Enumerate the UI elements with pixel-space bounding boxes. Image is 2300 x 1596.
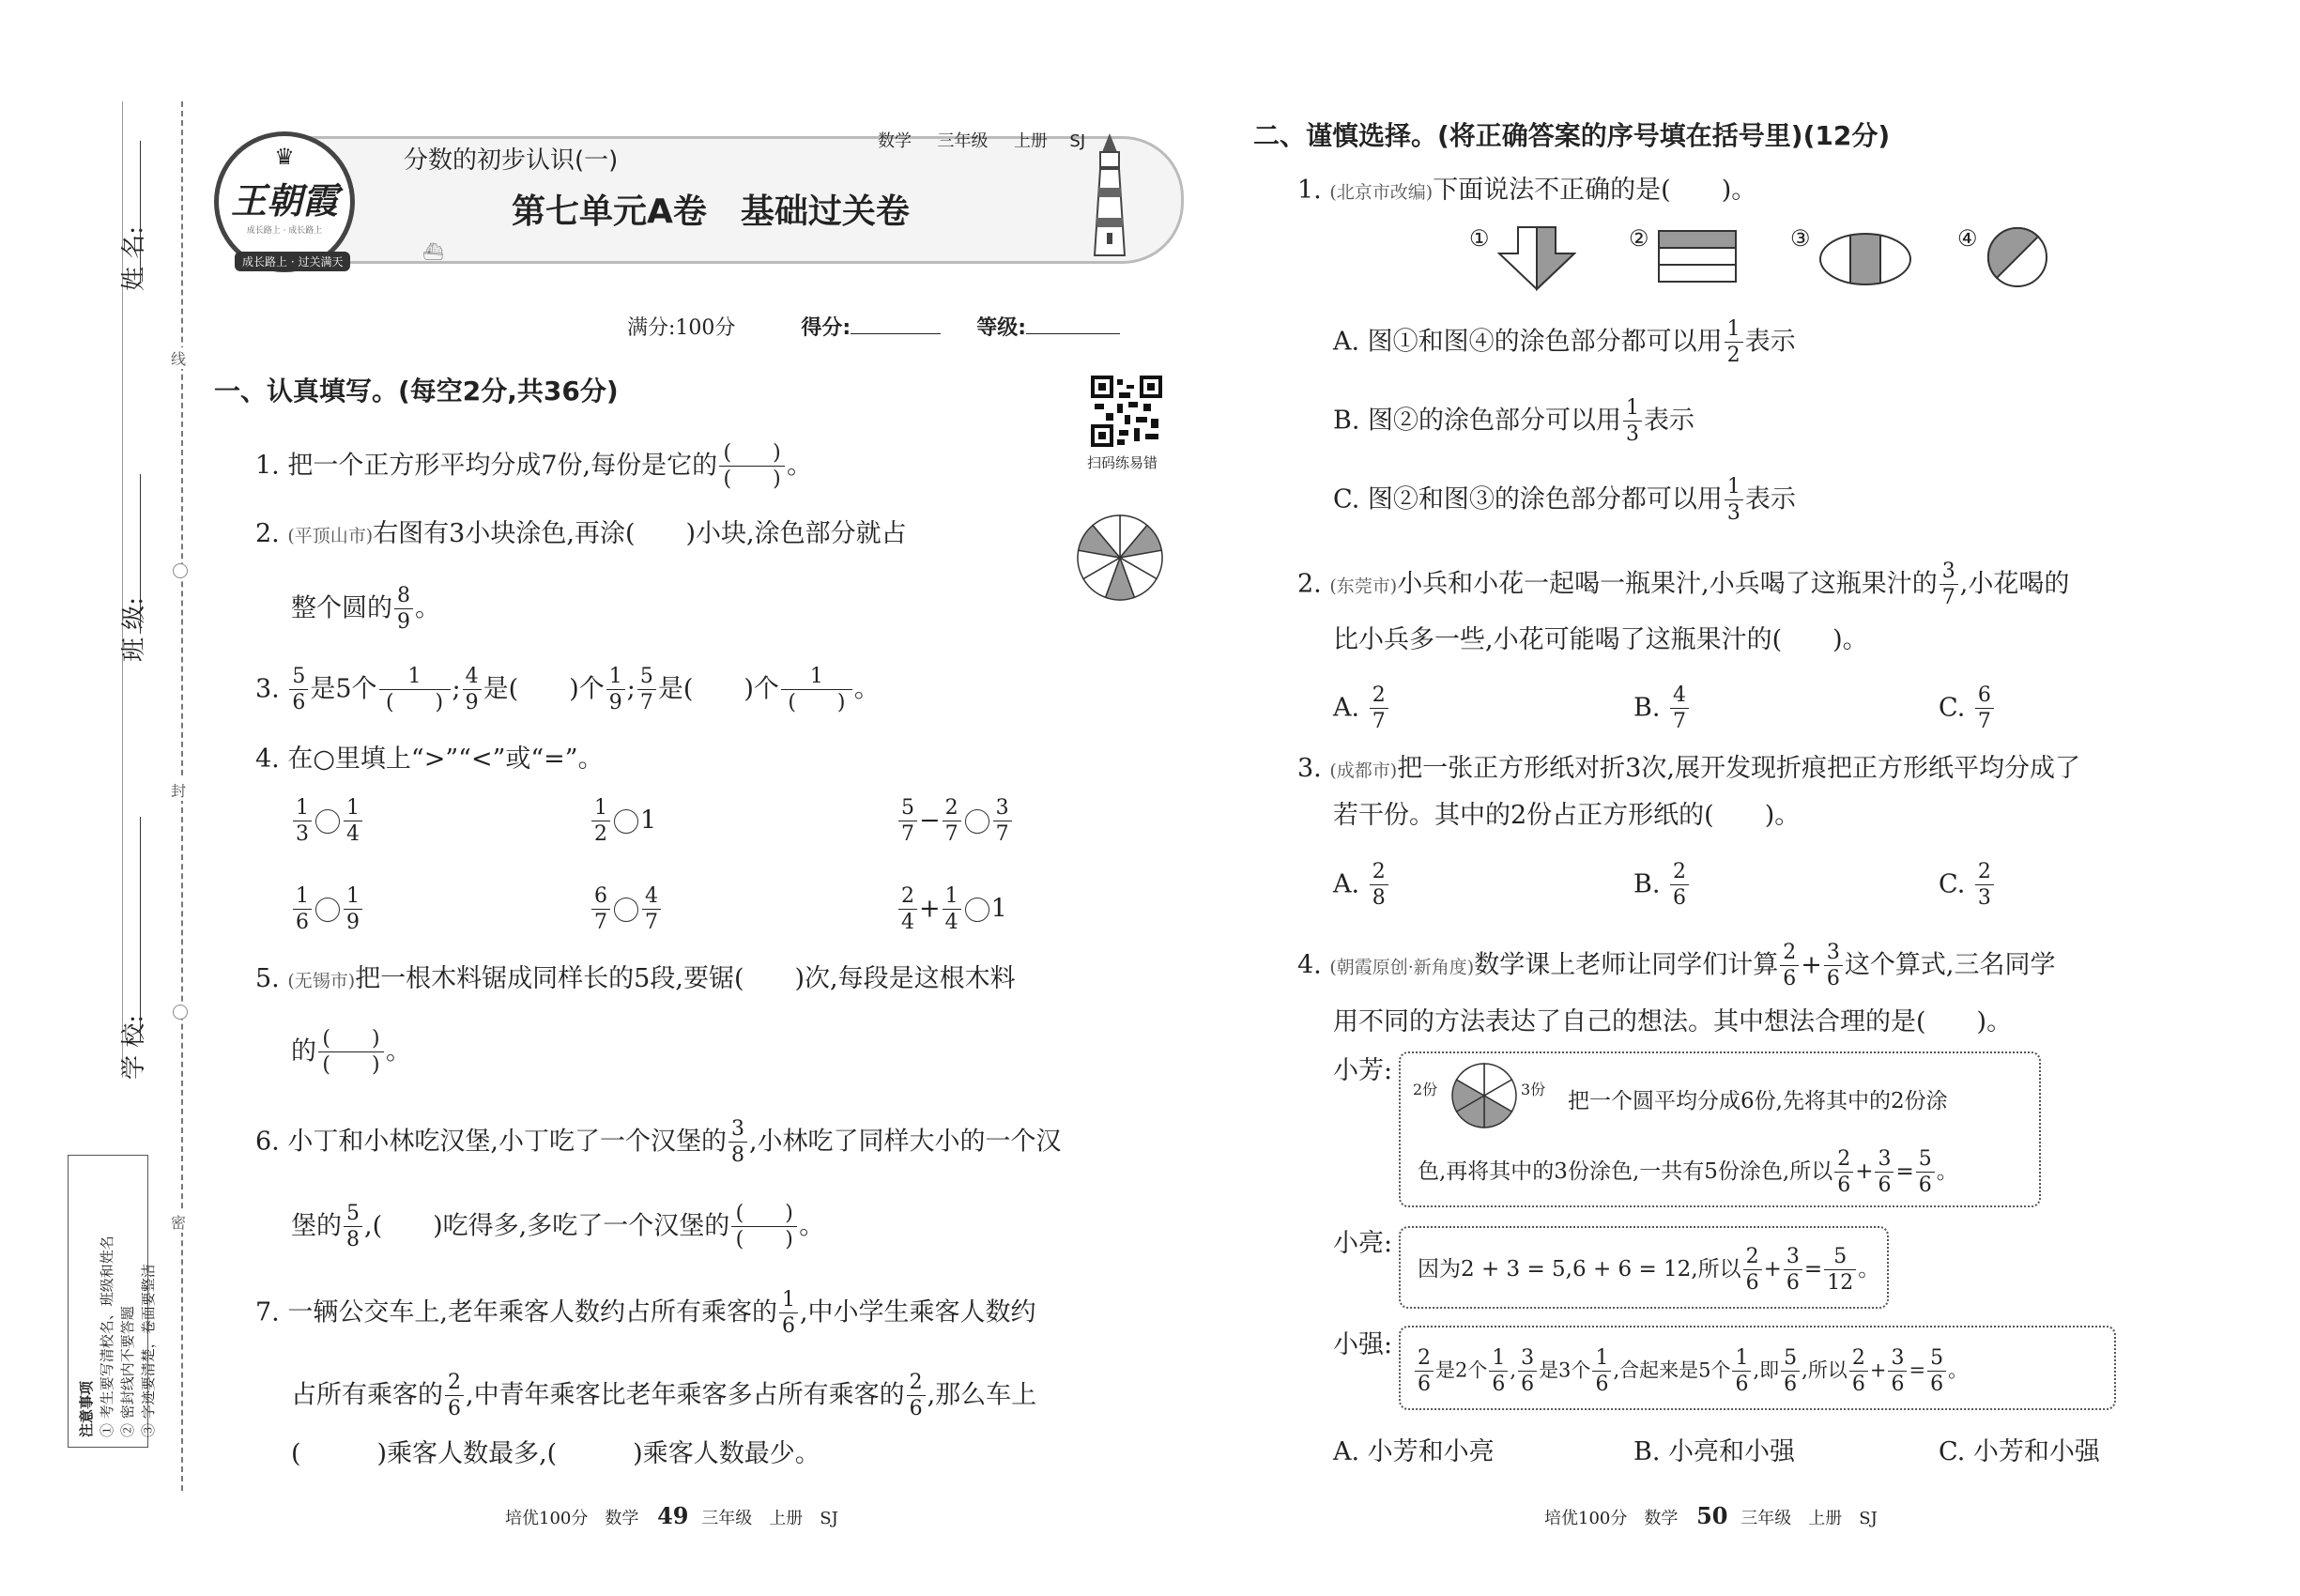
grade-field[interactable] bbox=[1026, 333, 1120, 334]
xiaofang-circle-label-left: 2份 bbox=[1413, 1081, 1438, 1098]
name-label: 姓 名: bbox=[120, 225, 148, 291]
choice-question-4-line2: 用不同的方法表达了自己的想法。其中想法合理的是( )。 bbox=[1333, 1007, 2013, 1036]
xiaoqiang-text: $\frac{2}{6}$ 是2个 $\frac{1}{6}$ , $\frac{3}{6}$ 是3个 $\frac{1}{6}$ ,合起来是5个 $\frac{1}{6}$ ,即 $\frac{5}{6}$ ,所以 $\frac{2}{6}$ + $\frac{3}{6}$ = $\frac{5}{6}$ 。 bbox=[1413, 1348, 1968, 1395]
meta-subject: 数学 bbox=[878, 131, 912, 151]
question-6: 6. 小丁和小林吃汉堡,小丁吃了一个汉堡的 $\frac{3}{8}$ ,小林吃了同样大小的一个汉 bbox=[255, 1117, 1062, 1167]
circle-six-parts-figure bbox=[1449, 1061, 1519, 1134]
binding-hole-2 bbox=[173, 1005, 188, 1020]
compare-circle[interactable] bbox=[315, 898, 340, 922]
cut-mark-line: 线 bbox=[171, 347, 186, 369]
qr-code[interactable] bbox=[1091, 376, 1162, 447]
compare-item: $\frac{1}{2}$ 1 bbox=[590, 798, 656, 845]
binding-hole-1 bbox=[173, 563, 188, 578]
choice-option-a[interactable]: A. 图①和图④的涂色部分都可以用 $\frac{1}{2}$ 表示 bbox=[1333, 317, 1796, 367]
question-7: 7. 一辆公交车上,老年乘客人数约占所有乘客的 $\frac{1}{6}$ ,中小学生乘客人数约 bbox=[255, 1288, 1036, 1338]
notice-box bbox=[68, 1155, 157, 1448]
question-2-line2: 整个圆的 $\frac{8}{9}$ 。 bbox=[291, 584, 440, 634]
section1-heading: 一、认真填写。(每空2分,共36分) bbox=[214, 376, 619, 407]
footer-left: 培优100分 数学 49 三年级 上册 SJ bbox=[505, 1502, 838, 1529]
compare-item: $\frac{2}{4}$ + $\frac{1}{4}$ 1 bbox=[897, 886, 1007, 933]
arrow-figure bbox=[1497, 225, 1576, 291]
page-number: 49 bbox=[657, 1502, 689, 1529]
student-xiaofang-label: 小芳: bbox=[1333, 1056, 1393, 1085]
grade-label: 等级: bbox=[976, 316, 1027, 340]
choice-question-2-line2: 比小兵多一些,小花可能喝了这瓶果汁的( )。 bbox=[1333, 625, 1868, 654]
question-7-line2: 占所有乘客的 $\frac{2}{6}$ ,中青年乘客比老年乘客多占所有乘客的 $\frac{2}{6}$ ,那么车上 bbox=[291, 1371, 1037, 1420]
compare-item: $\frac{5}{7}$ − $\frac{2}{7}$ $\frac{3}{7}$ bbox=[897, 798, 1014, 845]
compare-circle[interactable] bbox=[614, 809, 638, 834]
notice-title: 注意事项 bbox=[78, 1380, 95, 1437]
choice-option-a[interactable]: A. $\frac{2}{7}$ bbox=[1333, 685, 1390, 732]
choice-option-a[interactable]: A. $\frac{2}{8}$ bbox=[1333, 862, 1390, 909]
choice-question-2: 2. (东莞市)小兵和小花一起喝一瓶果汁,小兵喝了这瓶果汁的 $\frac{3}{7}$ ,小花喝的 bbox=[1297, 560, 2070, 609]
choice-question-4: 4. (朝霞原创·新角度)数学课上老师让同学们计算 $\frac{2}{6}$ + $\frac{3}{6}$ 这个算式,三名同学 bbox=[1297, 941, 2056, 990]
compare-item: $\frac{1}{3}$ $\frac{1}{4}$ bbox=[291, 798, 364, 845]
figures-row: ① ② ③ ④ bbox=[1469, 225, 2051, 293]
circle-half-figure bbox=[1986, 225, 2049, 289]
choice-option-c[interactable]: C. $\frac{6}{7}$ bbox=[1939, 685, 1996, 732]
footer-right: 培优100分 数学 50 三年级 上册 SJ bbox=[1544, 1502, 1878, 1529]
school-field[interactable] bbox=[140, 817, 141, 1042]
ellipse-figure bbox=[1818, 231, 1912, 287]
compare-item: $\frac{6}{7}$ $\frac{4}{7}$ bbox=[590, 886, 663, 933]
brand-crown-icon: ♛ bbox=[274, 144, 295, 170]
circle-nine-parts-figure bbox=[1075, 513, 1165, 606]
choice-option-c[interactable]: C. 图②和图③的涂色部分都可以用 $\frac{1}{3}$ 表示 bbox=[1333, 475, 1796, 525]
notice-item: ③ 字迹要清楚，卷面要整洁 bbox=[140, 1264, 157, 1437]
unit-title: 第七单元A卷 基础过关卷 bbox=[512, 192, 910, 231]
choice-option-c[interactable]: C. $\frac{2}{3}$ bbox=[1939, 862, 1996, 909]
notice-item: ① 考生要写清校名、班级和姓名 bbox=[99, 1235, 115, 1437]
class-field[interactable] bbox=[140, 474, 141, 634]
xiaofang-text-line1: 把一个圆平均分成6份,先将其中的2份涂 bbox=[1568, 1089, 1948, 1113]
section2-heading: 二、谨慎选择。(将正确答案的序号填在括号里)(12分) bbox=[1253, 120, 1891, 151]
lighthouse-icon bbox=[1089, 131, 1130, 258]
rectangle-figure bbox=[1657, 229, 1738, 285]
cut-mark-secret: 密 bbox=[171, 1211, 186, 1233]
brand-name: 王朝霞 bbox=[230, 180, 338, 222]
question-6-line2: 堡的 $\frac{5}{8}$ ,( )吃得多,多吃了一个汉堡的 $\frac{( )}{( )}$ 。 bbox=[291, 1202, 825, 1251]
student-xiaoqiang-label: 小强: bbox=[1333, 1330, 1393, 1359]
cut-mark-seal: 封 bbox=[171, 779, 186, 801]
question-7-line3: ( )乘客人数最多,( )乘客人数最少。 bbox=[291, 1439, 820, 1468]
boat-icon: ⛴ bbox=[422, 242, 444, 262]
xiaofang-circle-label-right: 3份 bbox=[1521, 1081, 1546, 1098]
full-score: 满分:100分 bbox=[627, 316, 736, 340]
compare-item: $\frac{1}{6}$ $\frac{1}{9}$ bbox=[291, 886, 364, 933]
score-bar bbox=[627, 312, 1120, 341]
question-4: 4. 在○里填上“>”“<”或“=”。 bbox=[255, 744, 604, 774]
school-label: 学 校: bbox=[120, 1014, 148, 1080]
answer-blank-fraction[interactable]: $\frac{1}{( )}$ bbox=[781, 667, 852, 714]
choice-option-b[interactable]: B. 图②的涂色部分可以用 $\frac{1}{3}$ 表示 bbox=[1333, 396, 1695, 446]
choice-option-b[interactable]: B. 小亮和小强 bbox=[1633, 1437, 1796, 1466]
score-label: 得分: bbox=[801, 316, 851, 340]
score-field[interactable] bbox=[851, 333, 941, 334]
answer-blank-fraction[interactable]: $\frac{1}{( )}$ bbox=[379, 667, 451, 714]
qr-caption: 扫码练易错 bbox=[1087, 454, 1158, 471]
brand-tag: 成长路上 · 过关满天 bbox=[235, 252, 350, 271]
brand-slogan: 成长路上 · 成长路上 bbox=[246, 226, 323, 236]
meta-edition: SJ bbox=[1069, 131, 1086, 151]
compare-circle[interactable] bbox=[965, 809, 989, 834]
choice-question-1: 1. (北京市改编)下面说法不正确的是( )。 bbox=[1297, 176, 1757, 205]
answer-blank-fraction[interactable]: $\frac{( )}{( )}$ bbox=[318, 1029, 384, 1076]
choice-option-c[interactable]: C. 小芳和小强 bbox=[1939, 1437, 2100, 1466]
choice-question-3-line2: 若干份。其中的2份占正方形纸的( )。 bbox=[1333, 801, 1801, 830]
xiaofang-text-line2: 色,再将其中的3份涂色,一共有5份涂色,所以 $\frac{2}{6}$ + $\frac{3}{6}$ = $\frac{5}{6}$ 。 bbox=[1418, 1147, 1958, 1197]
answer-blank-fraction[interactable]: $\frac{( )}{( )}$ bbox=[719, 443, 785, 490]
question-5: 5. (无锡市)把一根木料锯成同样长的5段,要锯( )次,每段是这根木料 bbox=[255, 964, 1016, 993]
choice-option-a[interactable]: A. 小芳和小亮 bbox=[1333, 1437, 1495, 1466]
header-meta bbox=[878, 128, 1085, 152]
question-2: 2. (平顶山市)右图有3小块涂色,再涂( )小块,涂色部分就占 bbox=[255, 519, 907, 548]
meta-volume: 上册 bbox=[1013, 131, 1048, 151]
choice-question-3: 3. (成都市)把一张正方形纸对折3次,展开发现折痕把正方形纸平均分成了 bbox=[1297, 754, 2080, 783]
question-1: 1. 把一个正方形平均分成7份,每份是它的 $\frac{( )}{( )}$ 。 bbox=[255, 441, 813, 491]
compare-circle[interactable] bbox=[315, 809, 340, 834]
choice-option-b[interactable]: B. $\frac{2}{6}$ bbox=[1633, 862, 1691, 909]
class-label: 班 级: bbox=[120, 596, 148, 662]
answer-blank-fraction[interactable]: $\frac{( )}{( )}$ bbox=[731, 1204, 797, 1251]
xiaoliang-text: 因为2 + 3 = 5,6 + 6 = 12,所以 $\frac{2}{6}$ + $\frac{3}{6}$ = $\frac{5}{12}$ 。 bbox=[1418, 1245, 1880, 1295]
student-xiaoliang-label: 小亮: bbox=[1333, 1229, 1393, 1258]
question-3: 3. $\frac{5}{6}$ 是5个 $\frac{1}{( )}$ ; $\frac{4}{9}$ 是( )个 $\frac{1}{9}$ ; $\frac{5}{7}$ 是( )个 $\frac{1}{( )}$ 。 bbox=[255, 665, 880, 714]
name-field[interactable] bbox=[140, 141, 141, 282]
compare-circle[interactable] bbox=[614, 898, 638, 922]
meta-grade: 三年级 bbox=[937, 131, 989, 151]
choice-option-b[interactable]: B. $\frac{4}{7}$ bbox=[1633, 685, 1691, 732]
notice-item: ② 密封线内不要答题 bbox=[119, 1306, 136, 1437]
question-5-line2: 的 $\frac{( )}{( )}$ 。 bbox=[291, 1027, 411, 1077]
compare-circle[interactable] bbox=[965, 898, 989, 922]
lesson-title: 分数的初步认识(一) bbox=[404, 146, 619, 175]
page-number: 50 bbox=[1696, 1502, 1728, 1529]
